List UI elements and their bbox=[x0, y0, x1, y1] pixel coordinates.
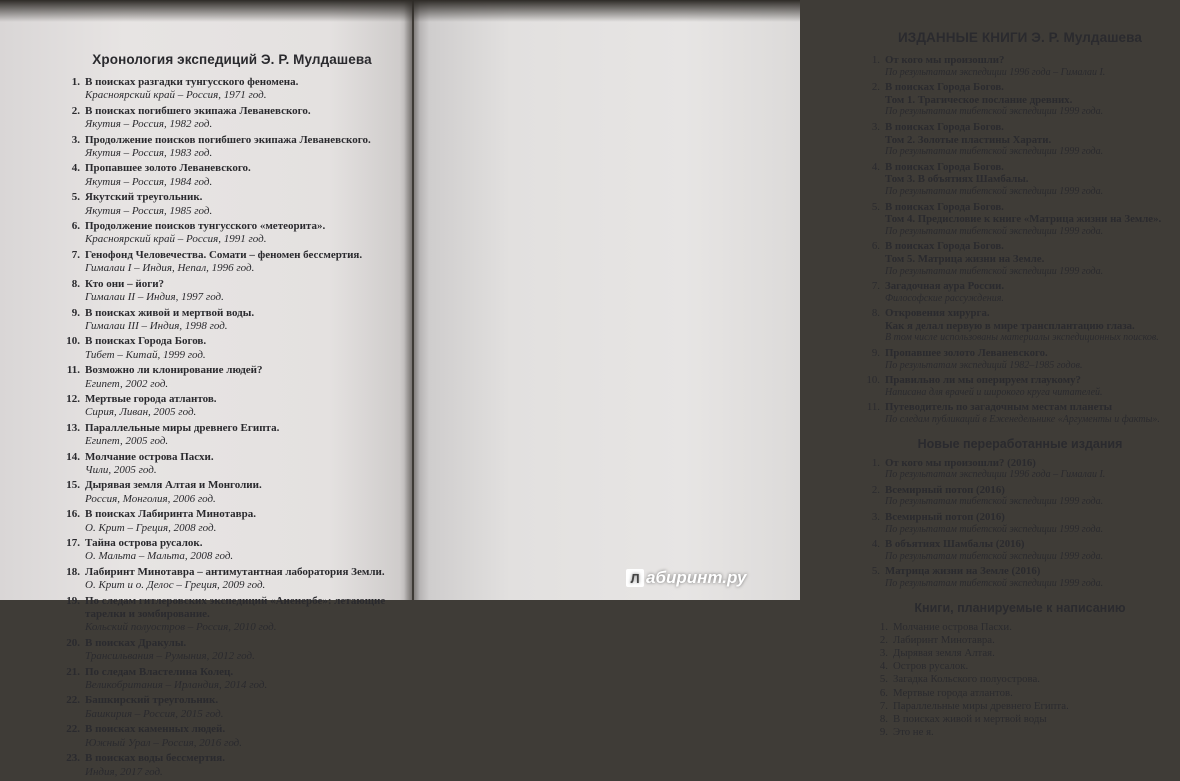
expedition-title: В поисках Города Богов. bbox=[85, 335, 207, 348]
expedition-body bbox=[85, 134, 406, 161]
book-number: 9. bbox=[871, 347, 880, 360]
book-number: 7. bbox=[871, 280, 880, 293]
book-title-line: Загадочная аура России. bbox=[885, 280, 1005, 293]
book-title-line: Том 5. Матрица жизни на Земле. bbox=[885, 252, 1045, 265]
expedition-number: 20. bbox=[66, 636, 80, 649]
book-note-line: По результатам тибетской экспедиции 1999 года. bbox=[885, 225, 1104, 237]
book-number: 2. bbox=[871, 81, 880, 94]
planned-text: Мертвые города атлантов. bbox=[893, 686, 1013, 699]
expedition-place: Якутия – Россия, 1985 год. bbox=[85, 204, 213, 217]
expedition-title: Дырявая земля Алтая и Монголии. bbox=[85, 479, 262, 492]
planned-number: 8. bbox=[879, 712, 888, 725]
book-title-line: В поисках Города Богов. bbox=[885, 240, 1004, 253]
expedition-title: Мертвые города атлантов. bbox=[85, 392, 217, 405]
planned-item bbox=[860, 673, 1180, 686]
expedition-place: Гималаи II – Индия, 1997 год. bbox=[85, 291, 224, 304]
book-number: 3. bbox=[871, 120, 880, 133]
expedition-number: 14. bbox=[66, 450, 80, 463]
planned-text: Лабиринт Минотавра. bbox=[893, 633, 995, 646]
expedition-item bbox=[58, 364, 406, 391]
expedition-body bbox=[85, 105, 406, 132]
book-note-line: По результатам экспедиции 1996 года – Гималаи I. bbox=[885, 66, 1106, 78]
expedition-number: 22. bbox=[66, 723, 80, 736]
book-body bbox=[885, 374, 1180, 399]
expedition-title: Продолжение поисков погибшего экипажа Леваневского. bbox=[85, 133, 371, 146]
book-body bbox=[885, 307, 1180, 345]
expedition-item bbox=[58, 105, 406, 132]
planned-item bbox=[860, 687, 1180, 700]
expedition-list bbox=[58, 76, 406, 779]
revised-title: От кого мы произошли? (2016) bbox=[885, 456, 1036, 469]
book-title-line: Правильно ли мы оперируем глаукому? bbox=[885, 374, 1081, 387]
book-body bbox=[885, 347, 1180, 372]
planned-item bbox=[860, 726, 1180, 739]
expedition-body bbox=[85, 508, 406, 535]
left-page bbox=[0, 0, 412, 778]
book-number: 11. bbox=[866, 401, 880, 414]
book-title-line: В поисках Города Богов. bbox=[885, 160, 1004, 173]
book-number: 10. bbox=[866, 374, 880, 387]
book-note-line: Написана для врачей и широкого круга читателей. bbox=[885, 386, 1103, 398]
expedition-body bbox=[85, 249, 406, 276]
expedition-item bbox=[58, 723, 406, 750]
book-number: 4. bbox=[871, 160, 880, 173]
revised-editions-list bbox=[860, 457, 1180, 591]
expedition-item bbox=[58, 278, 406, 305]
revised-body bbox=[885, 484, 1180, 509]
book-title-line: В поисках Города Богов. bbox=[885, 81, 1004, 94]
book-title-line: Том 3. В объятиях Шамбалы. bbox=[885, 173, 1029, 186]
planned-books-list bbox=[860, 621, 1180, 740]
book-note-line: По результатам тибетской экспедиции 1999 года. bbox=[885, 265, 1104, 277]
book-item bbox=[860, 347, 1180, 372]
expedition-title: Тайна острова русалок. bbox=[85, 537, 203, 549]
books-title: ИЗДАННЫЕ КНИГИ Э. Р. Мулдашева bbox=[897, 30, 1142, 45]
expedition-body bbox=[85, 666, 406, 693]
planned-number: 9. bbox=[879, 726, 888, 739]
book-number: 5. bbox=[871, 200, 880, 213]
book-title-line: Том 2. Золотые пластины Харати. bbox=[885, 133, 1052, 146]
expedition-item bbox=[58, 335, 406, 362]
revised-title: Всемирный потоп (2016) bbox=[885, 511, 1005, 523]
expedition-number: 18. bbox=[66, 565, 80, 578]
expedition-number: 8. bbox=[71, 277, 80, 290]
book-title-line: Том 1. Трагическое послание древних. bbox=[885, 93, 1073, 106]
revised-body bbox=[885, 565, 1180, 590]
expedition-number: 4. bbox=[71, 162, 80, 175]
expedition-body bbox=[85, 422, 406, 449]
expedition-number: 11. bbox=[66, 364, 80, 377]
revised-item bbox=[860, 484, 1180, 509]
expedition-place: Башкирия – Россия, 2015 год. bbox=[85, 707, 224, 720]
expedition-number: 21. bbox=[66, 665, 80, 678]
planned-number: 4. bbox=[879, 660, 888, 673]
expedition-body bbox=[85, 723, 406, 750]
expedition-title: Пропавшее золото Леваневского. bbox=[85, 162, 251, 175]
planned-text: Параллельные миры древнего Египта. bbox=[893, 699, 1069, 712]
book-title-line: В поисках Города Богов. bbox=[885, 200, 1004, 213]
expedition-number: 23. bbox=[66, 752, 80, 765]
expedition-place: Якутия – Россия, 1982 год. bbox=[85, 118, 213, 131]
revised-editions-title: Новые переработанные издания bbox=[917, 436, 1123, 451]
book-item bbox=[860, 54, 1180, 79]
expedition-number: 1. bbox=[71, 76, 80, 88]
expedition-title: Молчание острова Пасхи. bbox=[85, 450, 214, 463]
book-item bbox=[860, 401, 1180, 426]
expedition-body bbox=[85, 451, 406, 478]
expedition-body bbox=[85, 220, 406, 247]
planned-text: Остров русалок. bbox=[893, 660, 969, 673]
revised-note: По результатам тибетской экспедиции 1999 года. bbox=[885, 496, 1104, 508]
book-item bbox=[860, 201, 1180, 239]
expedition-body bbox=[85, 752, 406, 779]
expedition-body bbox=[85, 76, 406, 103]
expedition-title: Параллельные миры древнего Египта. bbox=[85, 421, 280, 434]
expedition-title: В поисках разгадки тунгусского феномена. bbox=[85, 76, 299, 88]
book-note-line: По результатам тибетской экспедиции 1999 года. bbox=[885, 146, 1104, 158]
planned-number: 6. bbox=[879, 686, 888, 699]
expedition-body bbox=[85, 335, 406, 362]
expedition-title: По следам гитлеровских экспедиций «Аненербе»: летающие тарелки и зомбирование. bbox=[85, 594, 386, 621]
expedition-item bbox=[58, 508, 406, 535]
revised-item bbox=[860, 457, 1180, 482]
chronology-title: Хронология экспедиций Э. Р. Мулдашева bbox=[92, 52, 372, 67]
expedition-item bbox=[58, 393, 406, 420]
expedition-title: В поисках воды бессмертия. bbox=[85, 752, 225, 765]
book-body bbox=[885, 401, 1180, 426]
book-note-line: По следам публикаций в Еженедельнике «Аргументы и факты». bbox=[885, 414, 1160, 426]
expedition-body bbox=[85, 694, 406, 721]
book-spine-shadow bbox=[404, 0, 420, 600]
expedition-body bbox=[85, 278, 406, 305]
expedition-place: Чили, 2005 год. bbox=[85, 463, 157, 476]
revised-number: 3. bbox=[871, 511, 880, 523]
revised-note: По результатам тибетской экспедиции 1999 года. bbox=[885, 550, 1104, 562]
expedition-body bbox=[85, 595, 406, 635]
expedition-title: Продолжение поисков тунгусского «метеорита». bbox=[85, 220, 326, 233]
revised-note: По результатам экспедиции 1996 года – Гималаи I. bbox=[885, 469, 1106, 481]
planned-number: 3. bbox=[879, 646, 888, 659]
book-note-line: В том числе использованы материалы экспедиционных поисков. bbox=[885, 332, 1159, 344]
book-body bbox=[885, 240, 1180, 278]
expedition-number: 6. bbox=[71, 220, 80, 233]
expedition-place: Якутия – Россия, 1984 год. bbox=[85, 175, 213, 188]
expedition-body bbox=[85, 162, 406, 189]
planned-books-title: Книги, планируемые к написанию bbox=[914, 600, 1126, 615]
revised-item bbox=[860, 511, 1180, 536]
expedition-place: Россия, Монголия, 2006 год. bbox=[85, 492, 216, 505]
revised-title: В объятиях Шамбалы (2016) bbox=[885, 538, 1025, 551]
revised-number: 4. bbox=[871, 538, 880, 551]
expedition-title: Лабиринт Минотавра – антимутантная лаборатория Земли. bbox=[85, 565, 385, 578]
book-number: 6. bbox=[871, 240, 880, 253]
expedition-place: Кольский полуостров – Россия, 2010 год. bbox=[85, 621, 277, 634]
expedition-number: 13. bbox=[66, 421, 80, 434]
expedition-item bbox=[58, 595, 406, 635]
revised-number: 2. bbox=[871, 483, 880, 496]
planned-text: Загадка Кольского полуострова. bbox=[893, 673, 1040, 686]
expedition-title: Генофонд Человечества. Сомати – феномен бессмертия. bbox=[85, 248, 363, 261]
book-item bbox=[860, 280, 1180, 305]
expedition-item bbox=[58, 191, 406, 218]
book-note-line: По результатам тибетской экспедиции 1999 года. bbox=[885, 106, 1104, 118]
expedition-number: 12. bbox=[66, 392, 80, 405]
expedition-item bbox=[58, 451, 406, 478]
book-title-line: В поисках Города Богов. bbox=[885, 120, 1004, 133]
expedition-place: Якутия – Россия, 1983 год. bbox=[85, 147, 213, 160]
right-page bbox=[414, 0, 1162, 739]
planned-text: Молчание острова Пасхи. bbox=[893, 620, 1012, 633]
expedition-body bbox=[85, 307, 406, 334]
revised-item bbox=[860, 538, 1180, 563]
expedition-place: Красноярский край – Россия, 1971 год. bbox=[85, 89, 267, 102]
planned-number: 7. bbox=[879, 699, 888, 712]
expedition-number: 22. bbox=[66, 694, 80, 707]
expedition-number: 7. bbox=[71, 248, 80, 261]
book-body bbox=[885, 161, 1180, 199]
planned-item bbox=[860, 660, 1180, 673]
expedition-item bbox=[58, 220, 406, 247]
book-body bbox=[885, 81, 1180, 119]
book-number: 8. bbox=[871, 307, 880, 320]
expedition-place: Южный Урал – Россия, 2016 год. bbox=[85, 736, 242, 749]
planned-item bbox=[860, 713, 1180, 726]
expedition-title: В поисках погибшего экипажа Леваневского. bbox=[85, 104, 311, 117]
expedition-number: 9. bbox=[71, 306, 80, 319]
expedition-place: Тибет – Китай, 1999 год. bbox=[85, 348, 206, 361]
expedition-place: О. Крит и о. Делос – Греция, 2009 год. bbox=[85, 579, 266, 592]
labirint-watermark bbox=[626, 565, 796, 591]
expedition-number: 5. bbox=[71, 191, 80, 204]
expedition-item bbox=[58, 307, 406, 334]
expedition-title: В поисках Лабиринта Минотавра. bbox=[85, 508, 256, 521]
expedition-body bbox=[85, 537, 406, 564]
expedition-place: Египет, 2002 год. bbox=[85, 377, 169, 390]
expedition-number: 17. bbox=[66, 537, 80, 549]
revised-body bbox=[885, 511, 1180, 536]
book-item bbox=[860, 240, 1180, 278]
book-item bbox=[860, 307, 1180, 345]
expedition-place: Сирия, Ливан, 2005 год. bbox=[85, 406, 197, 419]
expedition-place: Египет, 2005 год. bbox=[85, 435, 169, 448]
book-title-line: Пропавшее золото Леваневского. bbox=[885, 347, 1048, 360]
revised-title: Матрица жизни на Земле (2016) bbox=[885, 565, 1041, 578]
expedition-body bbox=[85, 393, 406, 420]
expedition-place: Трансильвания – Румыния, 2012 год. bbox=[85, 650, 255, 663]
expedition-chronology bbox=[58, 52, 406, 781]
book-body bbox=[885, 201, 1180, 239]
watermark-text: абиринт.ру bbox=[646, 568, 747, 587]
book-note-line: По результатам экспедиций 1982–1985 годов. bbox=[885, 359, 1083, 371]
expedition-title: В поисках живой и мертвой воды. bbox=[85, 306, 255, 319]
top-edge-shadow bbox=[0, 0, 800, 22]
planned-item bbox=[860, 647, 1180, 660]
book-title-line: От кого мы произошли? bbox=[885, 54, 1005, 66]
expedition-item bbox=[58, 479, 406, 506]
book-note-line: По результатам тибетской экспедиции 1999 года. bbox=[885, 185, 1104, 197]
book-item bbox=[860, 81, 1180, 119]
expedition-item bbox=[58, 162, 406, 189]
revised-note: По результатам тибетской экспедиции 1999 года. bbox=[885, 577, 1104, 589]
revised-title: Всемирный потоп (2016) bbox=[885, 483, 1005, 496]
expedition-number: 10. bbox=[66, 335, 80, 348]
book-list bbox=[860, 54, 1180, 427]
expedition-item bbox=[58, 637, 406, 664]
expedition-item bbox=[58, 566, 406, 593]
expedition-title: По следам Властелина Колец. bbox=[85, 665, 234, 678]
expedition-title: В поисках Дракулы. bbox=[85, 636, 187, 649]
revised-number: 5. bbox=[871, 565, 880, 578]
planned-number: 2. bbox=[879, 633, 888, 646]
expedition-place: Гималаи I – Индия, Непал, 1996 год. bbox=[85, 262, 255, 275]
expedition-item bbox=[58, 537, 406, 564]
expedition-title: Кто они – йоги? bbox=[85, 277, 165, 290]
planned-text: Это не я. bbox=[893, 726, 934, 739]
book-item bbox=[860, 161, 1180, 199]
planned-number: 5. bbox=[879, 673, 888, 686]
revised-body bbox=[885, 538, 1180, 563]
expedition-place: О. Крит – Греция, 2008 год. bbox=[85, 521, 217, 534]
expedition-body bbox=[85, 637, 406, 664]
expedition-number: 19. bbox=[66, 594, 80, 607]
expedition-body bbox=[85, 191, 406, 218]
published-books bbox=[860, 30, 1180, 739]
expedition-number: 2. bbox=[71, 104, 80, 117]
expedition-place: Красноярский край – Россия, 1991 год. bbox=[85, 233, 267, 246]
planned-text: В поисках живой и мертвой воды bbox=[893, 712, 1047, 725]
book-item bbox=[860, 121, 1180, 159]
expedition-number: 3. bbox=[71, 133, 80, 146]
planned-item bbox=[860, 700, 1180, 713]
book-body bbox=[885, 280, 1180, 305]
expedition-item bbox=[58, 249, 406, 276]
book-title-line: Как я делал первую в мире трансплантацию глаза. bbox=[885, 319, 1135, 332]
planned-item bbox=[860, 621, 1180, 634]
expedition-place: Гималаи III – Индия, 1998 год. bbox=[85, 319, 228, 332]
book-item bbox=[860, 374, 1180, 399]
revised-note: По результатам тибетской экспедиции 1999 года. bbox=[885, 523, 1104, 535]
expedition-number: 16. bbox=[66, 508, 80, 521]
expedition-title: Якутский треугольник. bbox=[85, 191, 203, 204]
expedition-item bbox=[58, 694, 406, 721]
revised-body bbox=[885, 457, 1180, 482]
planned-text: Дырявая земля Алтая. bbox=[893, 646, 995, 659]
revised-number: 1. bbox=[871, 456, 880, 469]
expedition-body bbox=[85, 364, 406, 391]
expedition-title: Башкирский треугольник. bbox=[85, 694, 219, 707]
expedition-body bbox=[85, 566, 406, 593]
expedition-place: Индия, 2017 год. bbox=[85, 765, 163, 778]
planned-number: 1. bbox=[879, 620, 888, 633]
expedition-title: В поисках каменных людей. bbox=[85, 723, 226, 736]
planned-item bbox=[860, 634, 1180, 647]
expedition-place: Великобритания – Ирландия, 2014 год. bbox=[85, 679, 268, 692]
book-title-line: Том 4. Предисловие к книге «Матрица жизни на Земле». bbox=[885, 213, 1162, 226]
book-body bbox=[885, 121, 1180, 159]
book-note-line: Философские рассуждения. bbox=[885, 292, 1004, 304]
expedition-body bbox=[85, 479, 406, 506]
revised-item bbox=[860, 565, 1180, 590]
expedition-item bbox=[58, 76, 406, 103]
expedition-item bbox=[58, 666, 406, 693]
labirint-logo-icon: Л bbox=[626, 569, 644, 587]
book-number: 1. bbox=[871, 54, 880, 66]
expedition-item bbox=[58, 752, 406, 779]
book-body bbox=[885, 54, 1180, 79]
expedition-number: 15. bbox=[66, 479, 80, 492]
book-title-line: Путеводитель по загадочным местам планеты bbox=[885, 401, 1113, 414]
expedition-place: О. Мальта – Мальта, 2008 год. bbox=[85, 550, 234, 563]
book-title-line: Откровения хирурга. bbox=[885, 307, 990, 320]
expedition-item bbox=[58, 134, 406, 161]
expedition-item bbox=[58, 422, 406, 449]
expedition-title: Возможно ли клонирование людей? bbox=[85, 364, 263, 377]
